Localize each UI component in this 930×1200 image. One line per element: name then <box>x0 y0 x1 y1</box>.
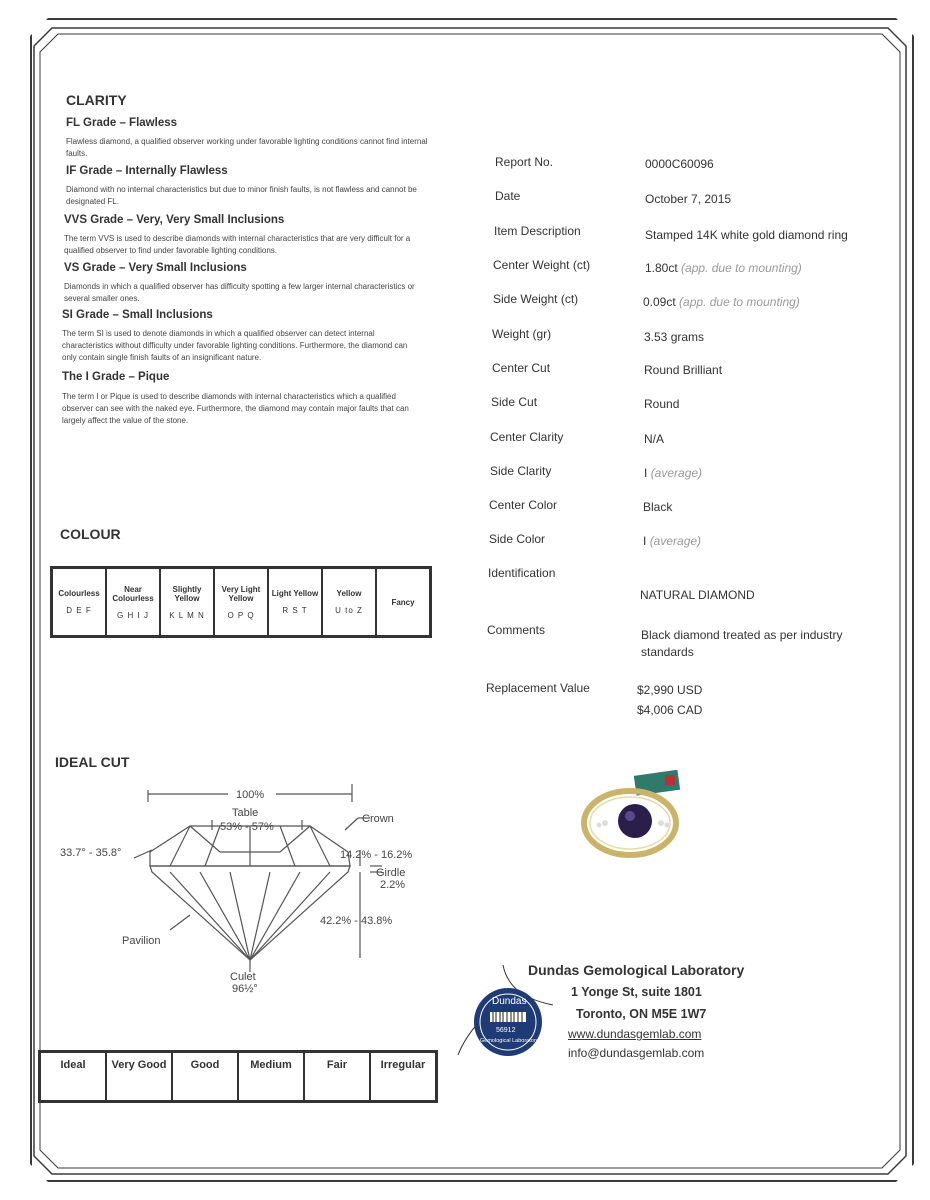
colour-heading: COLOUR <box>60 526 121 542</box>
date-label: Date <box>495 189 521 203</box>
colour-cell: Colourless D E F <box>52 568 106 636</box>
side-weight-value: 0.09ct (app. due to mounting) <box>643 295 800 309</box>
replacement-value-cad: $4,006 CAD <box>637 703 703 717</box>
side-weight-label: Side Weight (ct) <box>493 292 579 306</box>
cut-grade-cell: Very Good <box>106 1052 172 1101</box>
identification-value: NATURAL DIAMOND <box>640 588 755 602</box>
center-weight-label: Center Weight (ct) <box>493 258 591 272</box>
grade-fl-title: FL Grade – Flawless <box>66 117 178 129</box>
cut-grade-table <box>38 1050 438 1103</box>
lab-website-link[interactable]: www.dundasgemlab.com <box>568 1027 702 1041</box>
grade-vs-desc: Diamonds in which a qualified observer has difficulty spotting a few larger internal characteristics or several smaller ones. <box>64 282 415 303</box>
report-no-label: Report No. <box>495 155 554 169</box>
center-clarity-value: N/A <box>644 432 665 446</box>
side-color-label: Side Color <box>489 532 546 546</box>
lab-address-line1: 1 Yonge St, suite 1801 <box>571 985 702 999</box>
identification-label: Identification <box>488 566 556 580</box>
colour-scale-table <box>50 566 432 638</box>
grade-if-title: IF Grade – Internally Flawless <box>66 165 228 177</box>
grade-si-desc: The term SI is used to denote diamonds in which a qualified observer can detect internal characteristics without difficulty under favorable lighting conditions. Furthermore, the diamond can only contain single finish faults of an insignificant nature. <box>62 329 408 362</box>
width-label: 100% <box>236 789 265 801</box>
culet-pct-label: 96½° <box>232 983 258 995</box>
cut-grade-cell: Good <box>172 1052 238 1101</box>
pavilion-label: Pavilion <box>122 935 161 947</box>
grade-i-desc: The term I or Pique is used to describe diamonds with internal characteristics which a qualified observer can see with the naked eye. Furthermore, the diamond may contain major faults that can largely affect the value of the stone. <box>62 392 409 425</box>
girdle-pct-label: 2.2% <box>380 879 406 891</box>
table-pct-label: 53% - 57% <box>220 821 274 833</box>
ring-photo <box>575 765 705 875</box>
item-description-value: Stamped 14K white gold diamond ring <box>645 228 848 242</box>
side-clarity-value: I (average) <box>644 466 703 480</box>
side-cut-value: Round <box>644 397 680 411</box>
center-color-value: Black <box>643 500 673 514</box>
grade-if-desc: Diamond with no internal characteristics but due to minor finish faults, is not flawless and cannot be designated FL. <box>66 185 417 206</box>
grade-vs-title: VS Grade – Very Small Inclusions <box>64 262 247 274</box>
center-weight-value: 1.80ct (app. due to mounting) <box>645 261 802 275</box>
grade-si-title: SI Grade – Small Inclusions <box>62 309 213 321</box>
colour-cell: Slightly Yellow K L M N <box>160 568 214 636</box>
side-clarity-label: Side Clarity <box>490 464 552 478</box>
clarity-heading: CLARITY <box>66 92 127 108</box>
center-clarity-label: Center Clarity <box>490 430 564 444</box>
svg-text:Gemological Laboratory: Gemological Laboratory <box>480 1038 539 1044</box>
weight-label: Weight (gr) <box>492 327 552 341</box>
cut-grade-cell: Fair <box>304 1052 370 1101</box>
colour-cell: Yellow U to Z <box>322 568 376 636</box>
replacement-value-label: Replacement Value <box>486 681 590 695</box>
date-value: October 7, 2015 <box>645 192 732 206</box>
side-color-value: I (average) <box>643 534 702 548</box>
crown-angle-label: 33.7° - 35.8° <box>60 847 122 859</box>
replacement-value-usd: $2,990 USD <box>637 683 703 697</box>
svg-text:Dundas: Dundas <box>492 996 527 1007</box>
item-description-label: Item Description <box>494 224 581 238</box>
svg-text:56912: 56912 <box>496 1027 516 1034</box>
ideal-cut-heading: IDEAL CUT <box>55 754 130 770</box>
girdle-label: Girdle <box>376 867 406 879</box>
center-cut-value: Round Brilliant <box>644 363 723 377</box>
colour-cell: Light Yellow R S T <box>268 568 322 636</box>
center-cut-label: Center Cut <box>492 361 551 375</box>
comments-value: Black diamond treated as per industry standards <box>641 628 843 659</box>
pavilion-pct-label: 42.2% - 43.8% <box>320 915 393 927</box>
weight-value: 3.53 grams <box>644 330 705 344</box>
grade-vvs-desc: The term VVS is used to describe diamonds with internal characteristics that are very difficult for a qualified observer to find under favorable lighting conditions. <box>64 234 411 255</box>
lab-address-line2: Toronto, ON M5E 1W7 <box>576 1007 707 1021</box>
crown-label: Crown <box>362 813 394 825</box>
colour-cell: Fancy <box>376 568 430 636</box>
crown-pct-label: 14.2% - 16.2% <box>340 849 413 861</box>
cut-grade-cell: Ideal <box>40 1052 106 1101</box>
culet-label: Culet <box>230 971 256 983</box>
grade-fl-desc: Flawless diamond, a qualified observer working under favorable lighting conditions cannot find internal faults. <box>66 137 428 158</box>
cut-grade-cell: Irregular <box>370 1052 436 1101</box>
diamond-cut-diagram <box>40 780 440 1000</box>
report-no-value: 0000C60096 <box>645 157 714 171</box>
grade-i-title: The I Grade – Pique <box>62 371 170 383</box>
lab-name: Dundas Gemological Laboratory <box>528 962 745 978</box>
side-cut-label: Side Cut <box>491 395 538 409</box>
colour-cell: Very Light Yellow O P Q <box>214 568 268 636</box>
table-label: Table <box>232 807 259 819</box>
cut-grade-cell: Medium <box>238 1052 304 1101</box>
grade-vvs-title: VVS Grade – Very, Very Small Inclusions <box>64 214 285 226</box>
lab-email: info@dundasgemlab.com <box>568 1046 705 1060</box>
colour-cell: Near Colourless G H I J <box>106 568 160 636</box>
comments-label: Comments <box>487 623 546 637</box>
center-color-label: Center Color <box>489 498 558 512</box>
